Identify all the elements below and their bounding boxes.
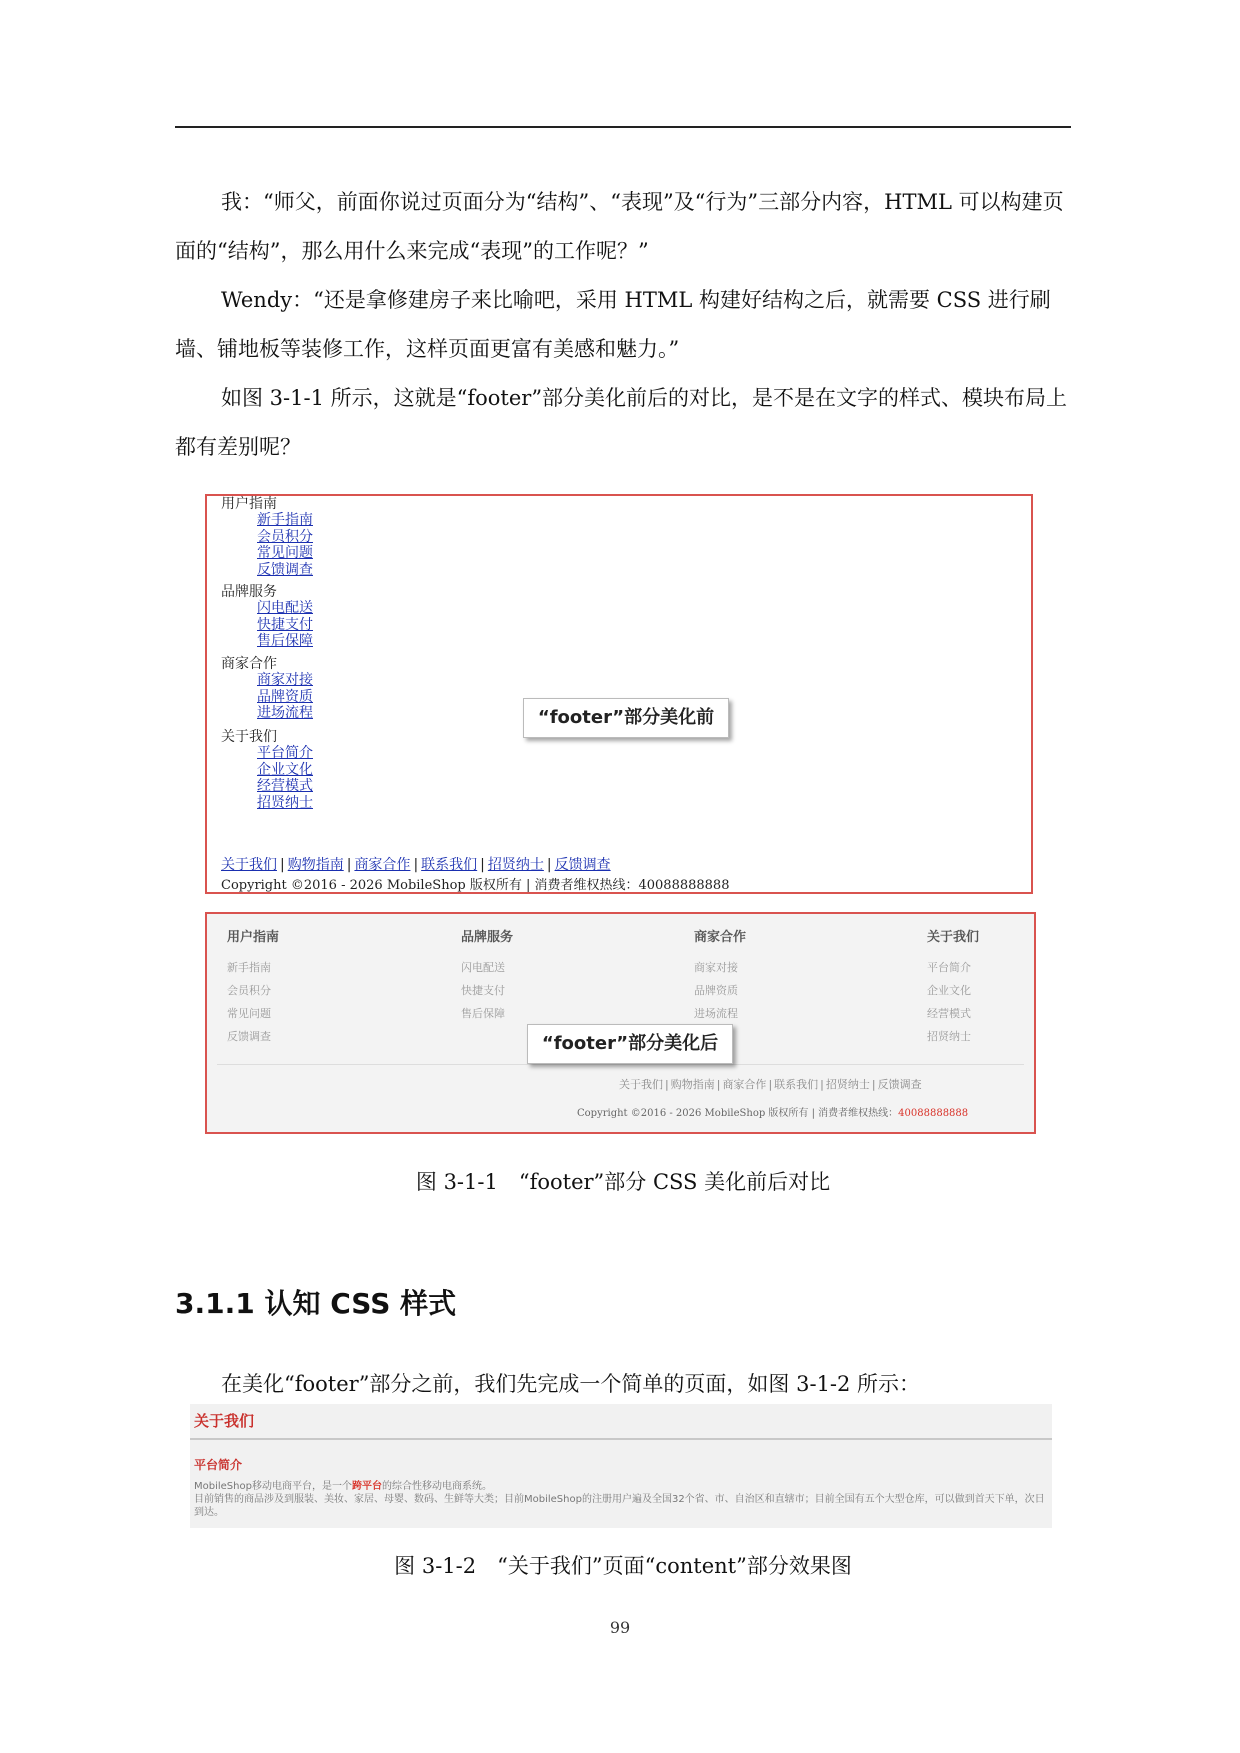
link-separator: | [716, 1078, 721, 1091]
bottom-link[interactable]: 招贤纳士 [825, 1078, 870, 1091]
column-link[interactable]: 招贤纳士 [927, 1030, 971, 1043]
figure-caption-3-1-1: 图 3-1-1 “footer”部分 CSS 美化前后对比 [415, 1170, 831, 1194]
column-title: 用户指南 [227, 930, 280, 945]
callout-before-label: “footer”部分美化前 [523, 698, 729, 738]
page-number: 99 [609, 1618, 631, 1637]
paragraph-dialogue-1: 我：“师父，前面你说过页面分为“结构”、“表现”及“行为”三部分内容，HTML 可以构建页面的“结构”，那么用什么来完成“表现”的工作呢？” [175, 190, 1064, 263]
content-figure [190, 1404, 1052, 1528]
footer-link[interactable]: 常见问题 [257, 545, 313, 561]
bottom-link[interactable]: 商家合作 [354, 857, 411, 873]
bottom-link[interactable]: 购物指南 [287, 857, 344, 873]
footer-group-about [221, 729, 313, 811]
body-text: 目前销售的商品涉及到服装、美妆、家居、母婴、数码、生鲜等大类；目前MobileShop的注册用户遍及全国32个省、市、自治区和直辖市；目前全国有五个大型仓库，可以做到首天下单，次日到达。 [194, 1494, 1045, 1518]
header-rule [175, 126, 1071, 128]
bottom-link[interactable]: 关于我们 [619, 1078, 663, 1091]
column-link[interactable]: 平台简介 [927, 961, 971, 974]
footer-link[interactable]: 商家对接 [257, 672, 313, 688]
footer-link[interactable]: 招贤纳士 [257, 794, 313, 811]
footer-link[interactable]: 品牌资质 [257, 688, 313, 705]
column-title: 品牌服务 [461, 930, 514, 945]
link-separator: | [280, 857, 285, 873]
hotline-number: 40088888888 [898, 1108, 969, 1119]
footer-before-figure [205, 494, 1033, 894]
bottom-link[interactable]: 联系我们 [421, 857, 478, 873]
footer-group-user-guide [221, 496, 313, 578]
footer-divider [217, 1064, 1024, 1065]
group-title: 关于我们 [221, 729, 277, 745]
link-separator: | [546, 857, 552, 873]
group-title: 商家合作 [221, 656, 277, 672]
column-link[interactable]: 快捷支付 [461, 984, 505, 997]
link-separator: | [768, 1078, 773, 1091]
bottom-link[interactable]: 购物指南 [670, 1078, 715, 1091]
content-title: 关于我们 [194, 1412, 255, 1430]
link-separator: | [413, 857, 419, 873]
bottom-link[interactable]: 商家合作 [722, 1078, 767, 1091]
footer-copyright: Copyright ©2016 - 2026 MobileShop 版权所有 | 消费者维权热线：40088888888 [221, 878, 730, 893]
column-title: 关于我们 [927, 930, 980, 945]
footer-column-user-guide [227, 928, 279, 1048]
footer-link[interactable]: 进场流程 [257, 705, 313, 721]
paragraph-dialogue-2: Wendy：“还是拿修建房子来比喻吧，采用 HTML 构建好结构之后，就需要 CSS 进行刷墙、铺地板等装修工作，这样页面更富有美感和魅力。” [175, 288, 1051, 361]
body-highlight: 跨平台 [351, 1481, 382, 1492]
footer-link[interactable]: 售后保障 [257, 633, 313, 649]
column-link[interactable]: 会员积分 [227, 984, 271, 997]
bottom-link[interactable]: 反馈调查 [554, 857, 611, 873]
column-link[interactable]: 闪电配送 [461, 961, 505, 974]
body-text: 的综合性移动电商系统。 [381, 1481, 492, 1492]
link-separator: | [480, 857, 485, 873]
column-link[interactable]: 经营模式 [927, 1007, 971, 1020]
column-link[interactable]: 进场流程 [694, 1007, 738, 1020]
column-link[interactable]: 企业文化 [927, 984, 971, 997]
footer-link[interactable]: 新手指南 [257, 512, 313, 528]
group-title: 用户指南 [221, 496, 277, 512]
callout-after-label: “footer”部分美化后 [527, 1024, 733, 1064]
content-subtitle: 平台简介 [194, 1458, 243, 1472]
footer-link[interactable]: 经营模式 [257, 778, 313, 794]
link-separator: | [665, 1078, 669, 1091]
column-link[interactable]: 商家对接 [694, 961, 738, 974]
figure-caption-3-1-2: 图 3-1-2 “关于我们”页面“content”部分效果图 [394, 1554, 852, 1578]
footer-column-brand-service [461, 928, 513, 1025]
footer-link[interactable]: 平台简介 [257, 745, 313, 761]
link-separator: | [346, 857, 352, 873]
bottom-link[interactable]: 联系我们 [774, 1078, 819, 1091]
footer-bottom-links [221, 854, 611, 874]
footer-group-merchant [221, 656, 313, 722]
copyright-text: Copyright ©2016 - 2026 MobileShop 版权所有 | 消费者维权热线： [577, 1108, 899, 1119]
column-link[interactable]: 常见问题 [227, 1007, 271, 1020]
footer-link[interactable]: 闪电配送 [257, 600, 313, 616]
link-separator: | [820, 1078, 824, 1091]
paragraph-figure-intro: 如图 3-1-1 所示，这就是“footer”部分美化前后的对比，是不是在文字的样式、模块布局上都有差别呢？ [175, 386, 1068, 459]
group-title: 品牌服务 [221, 584, 277, 600]
footer-copyright [577, 1104, 968, 1119]
footer-link[interactable]: 会员积分 [257, 528, 313, 545]
footer-group-brand-service [221, 584, 313, 650]
footer-link[interactable]: 企业文化 [257, 761, 313, 778]
content-divider [190, 1438, 1052, 1440]
paragraph-section-intro: 在美化“footer”部分之前，我们先完成一个简单的页面，如图 3-1-2 所示： [221, 1372, 921, 1396]
section-heading: 3.1.1 认知 CSS 样式 [175, 1287, 457, 1320]
link-separator: | [871, 1078, 876, 1091]
column-link[interactable]: 品牌资质 [694, 984, 738, 997]
footer-column-about [927, 928, 979, 1048]
footer-link[interactable]: 快捷支付 [257, 616, 313, 633]
footer-column-merchant [694, 928, 746, 1025]
column-link[interactable]: 新手指南 [227, 961, 271, 974]
column-link[interactable]: 反馈调查 [227, 1030, 271, 1043]
content-body [194, 1480, 1046, 1519]
bottom-link[interactable]: 反馈调查 [877, 1078, 922, 1091]
column-title: 商家合作 [694, 930, 747, 945]
bottom-link[interactable]: 招贤纳士 [487, 857, 544, 873]
footer-link[interactable]: 反馈调查 [257, 561, 313, 578]
footer-after-figure [205, 912, 1036, 1134]
bottom-link[interactable]: 关于我们 [221, 857, 277, 873]
column-link[interactable]: 售后保障 [461, 1007, 505, 1020]
body-text: MobileShop移动电商平台，是一个 [194, 1481, 352, 1492]
footer-bottom-links [619, 1076, 922, 1092]
